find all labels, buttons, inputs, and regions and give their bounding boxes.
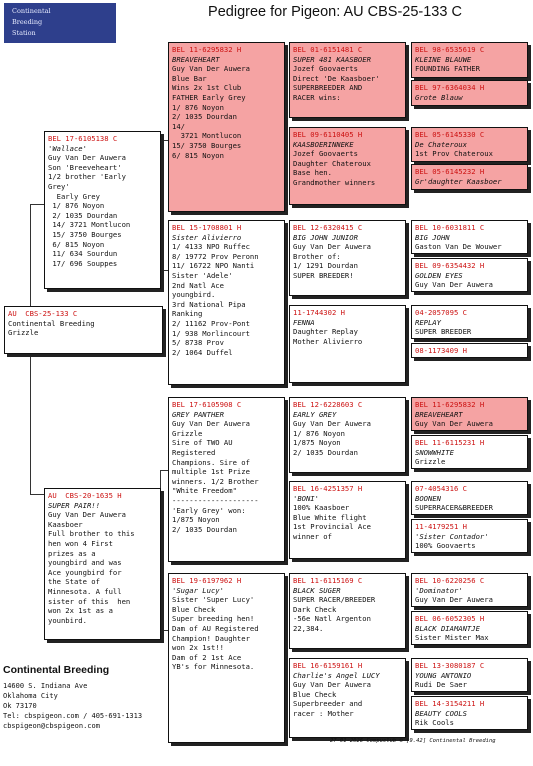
ggp-11-box[interactable] [411, 481, 528, 515]
pedigree-line: 22,384. [293, 623, 324, 633]
dam-dam-dam-box[interactable] [289, 658, 406, 738]
pedigree-line: Dark Check [293, 604, 337, 614]
pedigree-line: Ace youngbird for [48, 567, 122, 577]
pedigree-line: 2/ 1035 Dourdan [293, 447, 358, 457]
pedigree-line: SUPER BREEDER! [293, 270, 354, 280]
pedigree-line: 1/ 876 Noyon [293, 428, 345, 438]
ggp-8-box[interactable] [411, 343, 528, 358]
pedigree-line: Wins 2x 1st Club [172, 83, 242, 93]
sire-dam-dam-box[interactable] [289, 305, 406, 383]
pedigree-line: 2/ 11162 Prov-Pont [172, 318, 250, 328]
ggp-16-box[interactable] [411, 696, 528, 730]
pedigree-line: 1st Provincial Ace [293, 522, 371, 532]
pedigree-line: GOLDEN EYES [415, 270, 463, 280]
pedigree-line: 2/ 1035 Dourdan [48, 210, 118, 220]
pedigree-line: -56e Natl Argenton [293, 614, 371, 624]
pedigree-line: Guy Van Der Auwera [293, 680, 371, 690]
dam-box[interactable] [44, 488, 161, 640]
pedigree-line: FATHER Early Grey [172, 92, 246, 102]
pedigree-line: KLEINE BLAUWE [415, 54, 472, 64]
pedigree-line: 11/ 16722 NPO Nanti [172, 261, 255, 271]
pedigree-line: "White Freedom" [172, 486, 237, 496]
pedigree-line: 1/875 Noyon [172, 515, 220, 525]
ring-number: BEL 10-6031811 C [415, 223, 485, 232]
pedigree-line: Blue Check [172, 604, 216, 614]
pedigree-line: 14/ 3721 Montlucon [48, 220, 131, 230]
ring-number: 08-1173409 H [415, 346, 467, 355]
pedigree-line: 6/ 815 Noyon [48, 239, 105, 249]
pedigree-line: Son 'Breeveheart' [48, 162, 122, 172]
pedigree-line: Blue White flight [293, 512, 367, 522]
pedigree-line: BIG JOHN [415, 232, 450, 242]
ring-number: BEL 19-6197962 H [172, 576, 242, 585]
pedigree-line: 'Early Grey' won: [172, 505, 246, 515]
pedigree-line: SNOWWHITE [415, 447, 454, 457]
dam-sire-dam-box[interactable] [289, 481, 406, 559]
pedigree-line: SUPER RACER/BREEDER [293, 595, 376, 605]
pedigree-line: 3rd National Pipa [172, 299, 246, 309]
ggp-7-box[interactable] [411, 305, 528, 339]
phone-line: Tel: cbspigeon.com / 405-691-1313 [3, 712, 143, 720]
pedigree-line: Grandmother winners [293, 177, 376, 187]
ggp-10-box[interactable] [411, 435, 528, 469]
pedigree-line: Guy Van Der Auwera [48, 153, 126, 163]
pedigree-line: Full brother to this [48, 529, 135, 539]
sire-dam-box[interactable] [168, 220, 285, 385]
pedigree-line: SUPER 481 KAASBOER [293, 54, 371, 64]
pedigree-line: BEAUTY COOLS [415, 708, 467, 718]
ring-number: 04-2057095 C [415, 308, 467, 317]
pedigree-line: 2nd Natl Ace [172, 280, 224, 290]
address-line-1: 14600 S. Indiana Ave [3, 682, 88, 690]
pedigree-line: Guy Van Der Auwera [415, 280, 493, 290]
pedigree-line: Guy Van Der Auwera [293, 419, 371, 429]
ggp-9-box[interactable] [411, 397, 528, 431]
ring-number: BEL 13-3080187 C [415, 661, 485, 670]
pedigree-line: sister of this hen [48, 596, 131, 606]
pedigree-line: won 2x 1st!! [172, 643, 224, 653]
pedigree-line: 15/ 3750 Bourges [48, 229, 122, 239]
pedigree-line: 15/ 3750 Bourges [172, 140, 242, 150]
logo-line-2: Breeding [12, 18, 43, 26]
page-title: Pedigree for Pigeon: AU CBS-25-133 C [208, 4, 462, 20]
ring-number: BEL 12-6320415 C [293, 223, 363, 232]
pedigree-line: won 2x 1st as a [48, 606, 113, 616]
pedigree-line: Jozef Goovaerts [293, 149, 358, 159]
ring-number: BEL 11-6295832 H [172, 45, 242, 54]
pedigree-line: Guy Van Der Auwera [48, 510, 126, 520]
dam-dam-sire-box[interactable] [289, 573, 406, 649]
ring-number: BEL 06-6052305 H [415, 614, 485, 623]
ring-number: 11-1744302 H [293, 308, 345, 317]
pedigree-line: 5/ 8738 Prov [172, 338, 224, 348]
pedigree-line: YB's for Minnesota. [172, 662, 255, 672]
ggp-12-box[interactable] [411, 519, 528, 553]
pedigree-line: FENNA [293, 317, 315, 327]
pedigree-line: 8/ 19772 Prov Peronn [172, 251, 259, 261]
pedigree-line: EARLY GREY [293, 409, 337, 419]
pedigree-line: Guy Van Der Auwera [293, 242, 371, 252]
pedigree-line: 'Dominator' [415, 585, 463, 595]
ring-number: BEL 14-3154211 H [415, 699, 485, 708]
pedigree-line: winner of [293, 531, 332, 541]
email-line: cbspigeon@cbspigeon.com [3, 722, 100, 730]
ring-number: BEL 98-6535619 C [415, 45, 485, 54]
pedigree-line: Kaasboer [48, 519, 83, 529]
pedigree-line: REPLAY [415, 317, 441, 327]
ring-number: BEL 15-1708801 H [172, 223, 242, 232]
pedigree-line: 'BONI' [293, 493, 319, 503]
logo-line-1: Continental [12, 7, 51, 15]
pedigree-line: racer : Mother [293, 708, 354, 718]
ggp-3-box[interactable] [411, 127, 528, 162]
pedigree-line: 1/ 1291 Dourdan [293, 261, 358, 271]
ring-number: BEL 97-6364034 H [415, 83, 485, 92]
pedigree-line: Grote Blauw [415, 92, 463, 102]
pedigree-line: prizes as a [48, 548, 96, 558]
pedigree-line: youngbird and was [48, 558, 122, 568]
pedigree-line: Sister Mister Max [415, 633, 489, 643]
pedigree-line: Blue Check [293, 689, 337, 699]
sire-sire-dam-box[interactable] [289, 127, 406, 205]
pedigree-line: Grizzle [8, 328, 39, 338]
ring-number: BEL 17-6105908 C [172, 400, 242, 409]
pedigree-line: Base hen. [293, 168, 332, 178]
pedigree-line: 'Sugar Lucy' [172, 585, 224, 595]
sire-dam-sire-box[interactable] [289, 220, 406, 296]
pedigree-line: 'Wallace' [48, 143, 87, 153]
sire-sire-box[interactable] [168, 42, 285, 212]
pedigree-line: 1/2 brother 'Early [48, 172, 126, 182]
pedigree-line: Guy Van Der Auwera [172, 419, 250, 429]
pedigree-line: Jozef Goovaerts [293, 64, 358, 74]
pedigree-line: Gr'daughter Kaasboer [415, 176, 502, 186]
pedigree-line: Blue Bar [172, 73, 207, 83]
ring-number: BEL 11-6295832 H [415, 400, 485, 409]
ring-number: AU CBS-20-1635 H [48, 491, 122, 500]
subject-box[interactable] [4, 306, 163, 354]
print-stamp: 27-01-2026 Compuclub © [9.42] Continental Breeding [330, 738, 496, 744]
ring-number: BEL 09-6110405 H [293, 130, 363, 139]
pedigree-line: Gaston Van De Wouwer [415, 242, 502, 252]
pedigree-line: Continental Breeding [8, 318, 95, 328]
pedigree-line: Rik Cools [415, 718, 454, 728]
ring-number: BEL 11-6115231 H [415, 438, 485, 447]
sire-sire-sire-box[interactable] [289, 42, 406, 118]
pedigree-line: Rudi De Saer [415, 680, 467, 690]
ring-number: BEL 11-6115169 C [293, 576, 363, 585]
ggp-4-box[interactable] [411, 164, 528, 190]
pedigree-line: the State of [48, 577, 100, 587]
pedigree-line: younbird. [48, 615, 87, 625]
logo-line-3: Station [12, 29, 36, 37]
pedigree-line: YOUNG ANTONIO [415, 670, 472, 680]
address-line-3: Ok 73170 [3, 702, 37, 710]
ring-number: BEL 17-6105138 C [48, 134, 118, 143]
pedigree-line: 1/ 4133 NPO Ruffec [172, 242, 250, 252]
pedigree-line: FOUNDING FATHER [415, 64, 480, 74]
pedigree-line: 1/ 938 Morlincourt [172, 328, 250, 338]
pedigree-line: 17/ 696 Souppes [48, 258, 118, 268]
pedigree-line: Champions. Sire of [172, 457, 250, 467]
pedigree-line: Superbreeder and [293, 699, 363, 709]
ring-number: BEL 16-6159161 H [293, 661, 363, 670]
pedigree-line: 2/ 1064 Duffel [172, 347, 233, 357]
pedigree-line: BREAVEHEART [172, 54, 220, 64]
pedigree-line: 1/ 876 Noyon [172, 102, 224, 112]
ggp-15-box[interactable] [411, 658, 528, 692]
pedigree-line: Dam of 2 1st Ace [172, 652, 242, 662]
pedigree-line: BIG JOHN JUNIOR [293, 232, 358, 242]
ring-number: BEL 10-6220256 C [415, 576, 485, 585]
ring-number: BEL 01-6151481 C [293, 45, 363, 54]
pedigree-line: BLACK DIAMANTJE [415, 623, 480, 633]
ring-number: 11-4179251 H [415, 522, 467, 531]
dam-dam-box[interactable] [168, 573, 285, 743]
pedigree-line: BOONEN [415, 493, 441, 503]
pedigree-line: 100% Goovaerts [415, 541, 476, 551]
pedigree-line: Dam of AU Registered [172, 623, 259, 633]
pedigree-line: Charlie's Angel LUCY [293, 670, 380, 680]
pedigree-line: Early Grey [48, 191, 100, 201]
pedigree-line: multiple 1st Prize [172, 467, 250, 477]
pedigree-line: hen won 4 First [48, 538, 113, 548]
pedigree-line: Registered [172, 447, 216, 457]
dam-sire-box[interactable] [168, 397, 285, 562]
address-line-2: Oklahoma City [3, 692, 58, 700]
pedigree-line: Minnesota. A full [48, 586, 122, 596]
dam-sire-sire-box[interactable] [289, 397, 406, 473]
pedigree-line: -------------------- [172, 495, 259, 505]
pedigree-line: 'Sister Contador' [415, 531, 489, 541]
pedigree-line: Grey' [48, 181, 70, 191]
pedigree-line: Sire of TWO AU [172, 438, 233, 448]
pedigree-line: Champion! Daughter [172, 633, 250, 643]
pedigree-line: Guy Van Der Auwera [172, 64, 250, 74]
pedigree-line: 1/875 Noyon [293, 438, 341, 448]
pedigree-line: Guy Van Der Auwera [415, 595, 493, 605]
ggp-6-box[interactable] [411, 258, 528, 292]
pedigree-line: KAASBOERINNEKE [293, 139, 354, 149]
pedigree-line: winners. 1/2 Brother [172, 476, 259, 486]
ring-number: BEL 16-4251357 H [293, 484, 363, 493]
ring-number: 07-4054316 C [415, 484, 467, 493]
pedigree-line: SUPER PAIR!! [48, 500, 100, 510]
ring-number: AU CBS-25-133 C [8, 309, 78, 318]
pedigree-line: De Chateroux [415, 139, 467, 149]
pedigree-line: 2/ 1035 Dourdan [172, 112, 237, 122]
pedigree-line: Grizzle [172, 428, 203, 438]
pedigree-line: 1st Prov Chateroux [415, 149, 493, 159]
ggp-14-box[interactable] [411, 611, 528, 645]
pedigree-line: Sister 'Adele' [172, 270, 233, 280]
ring-number: BEL 09-6354432 H [415, 261, 485, 270]
pedigree-line: 14/ [172, 121, 185, 131]
ring-number: BEL 05-6145330 C [415, 130, 485, 139]
pedigree-line: BREAVEHEART [415, 409, 463, 419]
breeder-name: Continental Breeding [3, 664, 110, 676]
ring-number: BEL 05-6145232 H [415, 167, 485, 176]
ggp-13-box[interactable] [411, 573, 528, 607]
ggp-1-box[interactable] [411, 42, 528, 78]
pedigree-line: Ranking [172, 309, 203, 319]
pedigree-line: 6/ 815 Noyon [172, 150, 224, 160]
sire-box[interactable] [44, 131, 161, 289]
ring-number: BEL 12-6228603 C [293, 400, 363, 409]
pedigree-line: Grizzle [415, 457, 446, 467]
pedigree-line: 100% Kaasboer [293, 503, 350, 513]
pedigree-line: 1/ 876 Noyon [48, 201, 105, 211]
pedigree-line: 2/ 1035 Dourdan [172, 524, 237, 534]
pedigree-line: SUPERRACER&BREEDER [415, 503, 493, 513]
pedigree-line: Sister Alivierro [172, 232, 242, 242]
pedigree-line: GREY PANTHER [172, 409, 224, 419]
pedigree-line: SUPER BREEDER [415, 327, 472, 337]
logo [4, 3, 116, 43]
pedigree-line: Direct 'De Kaasboer' [293, 73, 380, 83]
pedigree-line: RACER wins: [293, 92, 341, 102]
pedigree-line: youngbird. [172, 290, 216, 300]
pedigree-line: Brother of: [293, 251, 341, 261]
pedigree-line: 11/ 634 Sourdun [48, 249, 118, 259]
pedigree-line: Super breeding hen! [172, 614, 255, 624]
pedigree-line: BLACK SUGER [293, 585, 341, 595]
pedigree-line: Daughter Replay [293, 327, 358, 337]
ggp-2-box[interactable] [411, 80, 528, 106]
pedigree-line: Daughter Chateroux [293, 158, 371, 168]
pedigree-line: 3721 Montlucon [172, 131, 242, 141]
pedigree-line: Mother Alivierro [293, 336, 363, 346]
pedigree-line: SUPERBREEDER AND [293, 83, 363, 93]
pedigree-line: Guy Van Der Auwera [415, 419, 493, 429]
breeder-contact [3, 663, 173, 731]
pedigree-line: Sister 'Super Lucy' [172, 595, 255, 605]
ggp-5-box[interactable] [411, 220, 528, 254]
